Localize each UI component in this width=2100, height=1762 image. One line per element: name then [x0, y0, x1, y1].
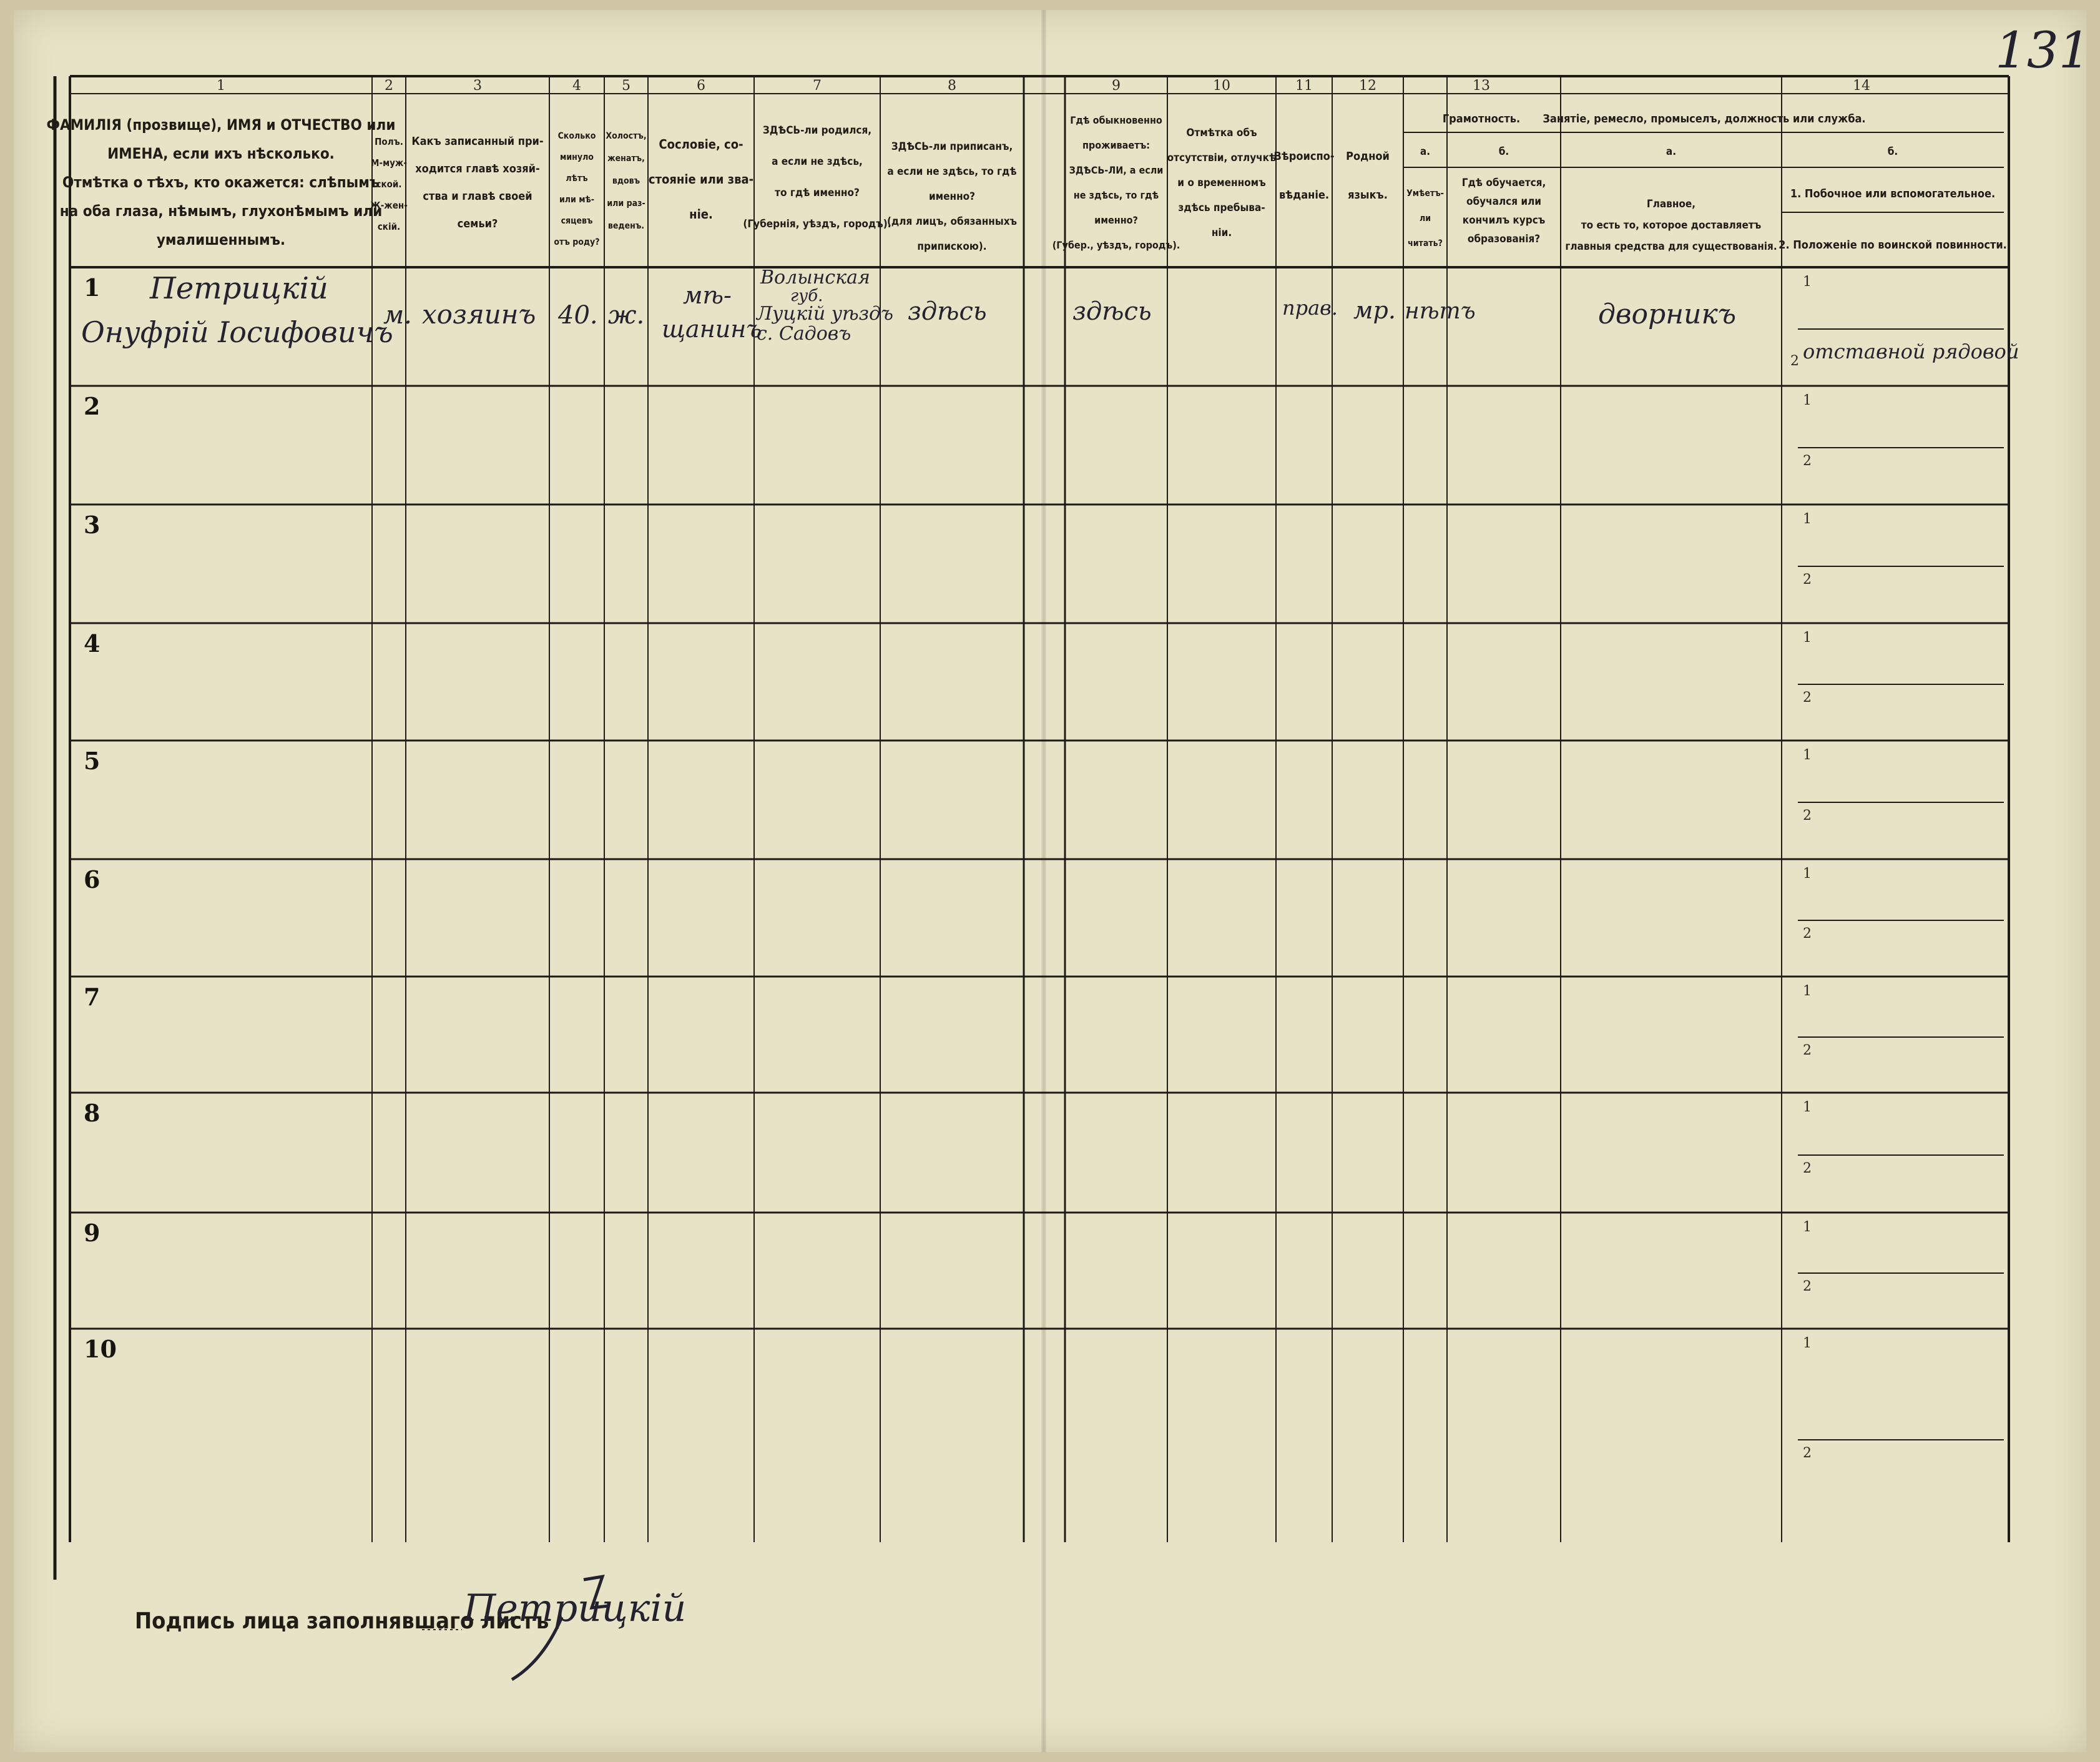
sub-row-label: 1	[1803, 1100, 1812, 1115]
column-number: 6	[697, 78, 705, 94]
header-col-5: вдовъ	[612, 176, 640, 186]
sub-row-label: 2	[1803, 1279, 1812, 1294]
entry-registered: здѣсь	[908, 297, 987, 326]
header-col-14b-secondary: 1. Побочное или вспомогательное.	[1790, 187, 1996, 200]
column-number: 7	[813, 78, 822, 94]
header-col-6: стояніе или зва-	[648, 172, 754, 187]
header-col-1: Отмѣтка о тѣхъ, кто окажется: слѣпымъ	[62, 174, 380, 191]
sub-row-label: 2	[1803, 1445, 1812, 1461]
header-col-2: М-муж-	[371, 157, 407, 169]
entry-estate-line2: щанинъ	[662, 315, 762, 343]
header-col-12: Родной	[1346, 150, 1390, 163]
header-col-3: ходится главѣ хозяй-	[415, 162, 540, 175]
header-col-1: умалишеннымъ.	[156, 231, 286, 249]
header-col-13b: образованія?	[1467, 233, 1541, 245]
header-col-1: ФАМИЛІЯ (прозвище), ИМЯ и ОТЧЕСТВО или	[46, 116, 396, 134]
row-number: 1	[84, 273, 101, 302]
column-number: 10	[1213, 78, 1230, 94]
header-col-14b-military: 2. Положеніе по воинской повинности.	[1779, 239, 2007, 252]
header-col-9: именно?	[1094, 214, 1138, 226]
header-col-13a-label: а.	[1420, 145, 1431, 158]
header-col-9: Гдѣ обыкновенно	[1070, 114, 1162, 126]
header-col-13b: обучался или	[1466, 195, 1542, 208]
sub-row-label: 1	[1803, 866, 1812, 882]
header-col-13b-label: б.	[1498, 145, 1509, 158]
header-col-8: именно?	[928, 190, 976, 203]
column-number: 13	[1473, 78, 1490, 94]
header-col-8: а если не здѣсь, то гдѣ	[887, 165, 1017, 178]
sub-row-label: 1	[1803, 393, 1812, 408]
sub-row-label: 1	[1803, 274, 1812, 290]
header-col-4: или мѣ-	[559, 195, 595, 205]
column-number: 8	[948, 78, 956, 94]
header-col-13a: Умѣетъ-	[1406, 189, 1444, 199]
signature: Петрицкій	[463, 1587, 687, 1630]
sub-row-label: 2	[1803, 572, 1812, 588]
header-col-4: сяцевъ	[561, 216, 593, 226]
header-col-10: здѣсь пребыва-	[1178, 202, 1265, 214]
column-number: 3	[473, 78, 482, 94]
header-col-9: проживаетъ:	[1082, 139, 1151, 151]
row-number: 3	[84, 511, 101, 539]
column-number: 4	[572, 78, 581, 94]
sub-row-label: 1	[1803, 747, 1812, 763]
header-col-14-title: Занятіе, ремесло, промыселъ, должность или служба.	[1543, 112, 1866, 126]
header-col-14a: Главное,	[1646, 198, 1696, 210]
entry-literacy: нѣтъ	[1405, 298, 1476, 324]
header-col-2: скій.	[377, 221, 401, 232]
row-number: 8	[84, 1099, 101, 1127]
header-col-2: ской.	[376, 179, 402, 190]
header-col-12: языкъ.	[1348, 189, 1388, 202]
header-col-2: Ж-жен-	[370, 200, 408, 211]
row-number: 2	[84, 392, 101, 420]
entry-birthplace-line4: с. Садовъ	[757, 323, 851, 345]
header-col-10: отсутствіи, отлучкѣ	[1167, 152, 1277, 164]
header-col-8: ЗДѢСЬ-ли приписанъ,	[891, 140, 1013, 153]
row-number: 4	[84, 629, 101, 657]
header-col-11: вѣданіе.	[1278, 189, 1330, 202]
header-col-4: Сколько	[557, 131, 596, 141]
header-col-5: женатъ,	[607, 154, 645, 164]
header-col-5: или раз-	[607, 199, 645, 209]
entry-sex: м.	[383, 301, 412, 330]
header-col-14a: то есть то, которое доставляетъ	[1581, 219, 1762, 232]
header-col-7: (Губернія, уѣздъ, городъ).	[743, 218, 891, 230]
row-number: 5	[84, 747, 101, 775]
sub-row-label: 1	[1803, 1219, 1812, 1235]
entry-birthplace-line2: губ.	[790, 287, 823, 305]
entry-military: отставной рядовой	[1803, 340, 2019, 363]
header-col-10: ніи.	[1211, 227, 1232, 239]
sub-row-label: 2	[1803, 1161, 1812, 1176]
sub-row-label: 1	[1803, 630, 1812, 646]
header-col-10: и о временномъ	[1177, 177, 1266, 189]
header-col-13a: ли	[1419, 214, 1431, 224]
header-col-9: (Губер., уѣздъ, городъ).	[1052, 239, 1180, 251]
sub-row-label: 2	[1803, 1043, 1812, 1058]
header-col-5: веденъ.	[607, 221, 645, 231]
header-col-13-title: Грамотность.	[1442, 112, 1521, 126]
page-number: 131	[1995, 21, 2091, 79]
column-number: 2	[385, 78, 393, 94]
column-numbers	[217, 78, 1870, 94]
header-col-6: Сословіе, со-	[659, 137, 743, 152]
sub-row-label: 1	[1803, 983, 1812, 999]
entry-given-names: Онуфрій Іосифовичъ	[81, 315, 393, 349]
header-col-1: на оба глаза, нѣмымъ, глухонѣмымъ или	[59, 202, 383, 220]
header-col-7: ЗДѢСЬ-ли родился,	[762, 124, 872, 137]
sub-row-label: 2	[1790, 353, 1799, 369]
header-col-14a-label: а.	[1666, 145, 1677, 158]
row-number: 7	[84, 983, 101, 1011]
entry-birthplace-line3: Луцкій уѣздъ	[757, 303, 893, 325]
header-col-13b: кончилъ курсъ	[1462, 214, 1546, 227]
entry-age: 40.	[558, 301, 598, 330]
column-number: 9	[1112, 78, 1121, 94]
header-col-4: лѣтъ	[566, 174, 588, 184]
header-col-9: ЗДѢСЬ-ЛИ, а если	[1069, 164, 1164, 176]
entry-residence: здѣсь	[1072, 297, 1152, 326]
header-col-13b: Гдѣ обучается,	[1461, 177, 1546, 189]
entry-occupation: дворникъ	[1598, 298, 1737, 330]
header-col-13a: читать?	[1408, 239, 1443, 249]
entry-estate-line1: мѣ-	[683, 282, 732, 309]
header-col-14a: главныя средства для существованія.	[1565, 240, 1777, 253]
sub-row-label: 2	[1803, 926, 1812, 942]
header-col-7: то гдѣ именно?	[775, 187, 860, 199]
row-number: 9	[84, 1219, 101, 1247]
header-col-5: Холостъ,	[606, 131, 647, 141]
sub-row-label: 2	[1803, 690, 1812, 706]
signature-label: Подпись лица заполнявшаго листъ	[135, 1608, 549, 1634]
row-number: 6	[84, 865, 101, 893]
sub-row-label: 1	[1803, 1336, 1812, 1351]
header-col-1: ИМЕНА, если ихъ нѣсколько.	[107, 145, 335, 162]
column-number: 5	[622, 78, 630, 94]
header-col-3: ства и главѣ своей	[423, 190, 532, 203]
entry-language: мр.	[1353, 297, 1396, 324]
header-col-8: припискою).	[917, 240, 987, 253]
row-number: 10	[84, 1335, 117, 1363]
sub-row-label: 2	[1803, 453, 1812, 469]
header-col-14b-label: б.	[1887, 145, 1898, 158]
column-number: 12	[1359, 78, 1376, 94]
header-col-10: Отмѣтка объ	[1186, 127, 1257, 139]
header-col-3: Какъ записанный при-	[411, 135, 544, 148]
column-number: 1	[217, 78, 225, 94]
header-col-8: (для лицъ, обязанныхъ	[886, 215, 1018, 228]
entry-birthplace-line1: Волынская	[760, 267, 870, 288]
entry-religion: прав.	[1282, 296, 1338, 320]
header-col-11: Вѣроиспо-	[1273, 150, 1335, 163]
header-col-4: отъ роду?	[554, 237, 600, 247]
sub-row-label: 2	[1803, 808, 1812, 824]
header-col-2: Полъ.	[375, 136, 403, 147]
column-number: 11	[1295, 78, 1313, 94]
entry-relation: хозяинъ	[422, 299, 536, 330]
entry-marital: ж.	[608, 301, 645, 330]
table-headers	[47, 112, 2007, 253]
column-number: 14	[1853, 78, 1870, 94]
header-col-7: а если не здѣсь,	[772, 155, 863, 168]
header-col-3: семьи?	[457, 217, 498, 230]
row-labels	[84, 273, 1812, 1461]
header-col-4: минуло	[560, 152, 594, 162]
header-col-6: ніе.	[689, 207, 713, 222]
entry-surname: Петрицкій	[150, 271, 328, 306]
sub-row-label: 1	[1803, 511, 1812, 527]
header-col-9: не здѣсь, то гдѣ	[1073, 189, 1159, 201]
